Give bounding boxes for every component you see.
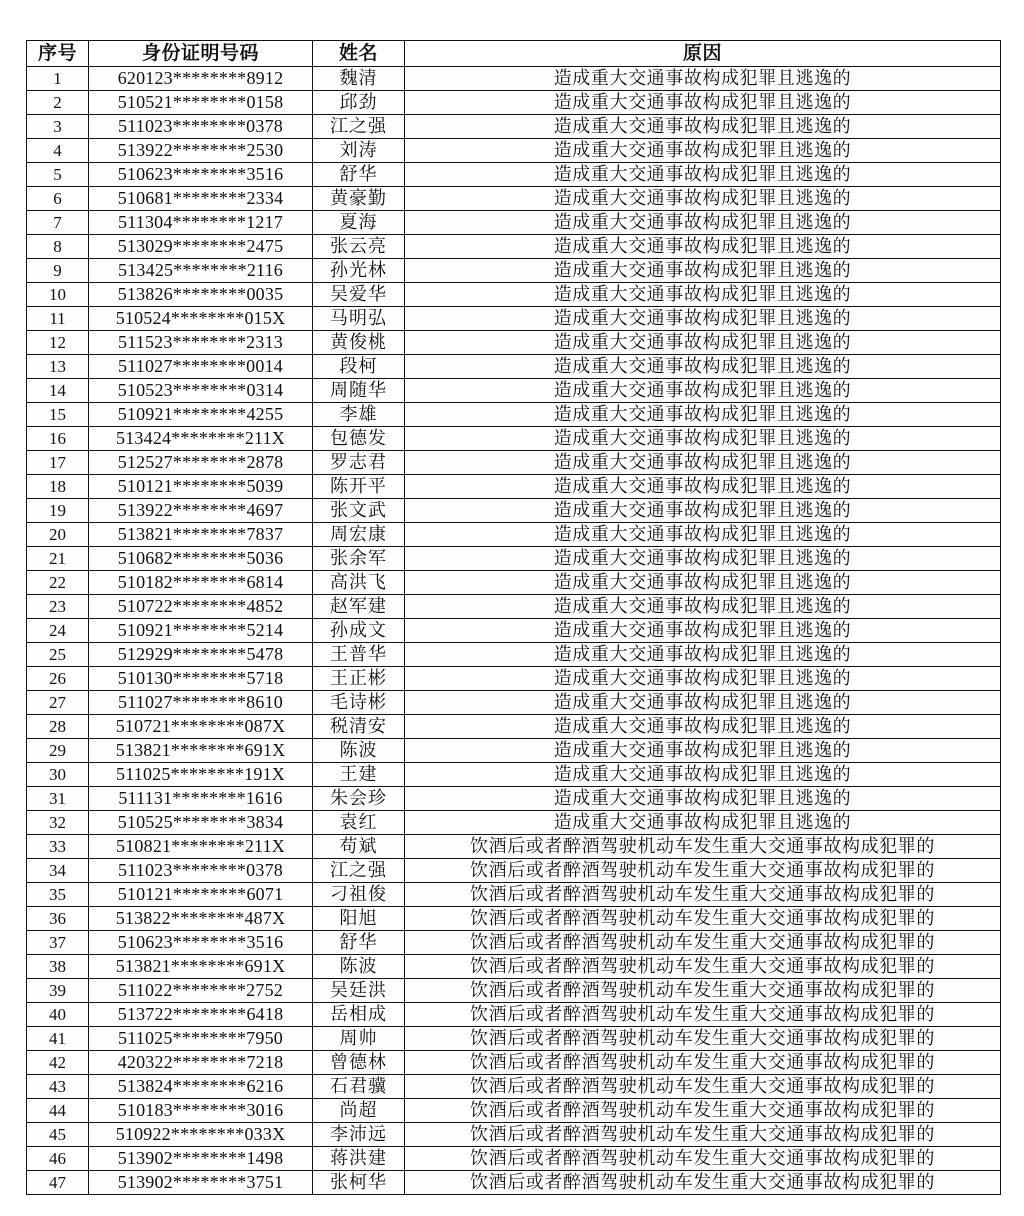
cell-seq: 39 — [27, 979, 89, 1003]
cell-name: 赵军建 — [313, 595, 405, 619]
table-body — [27, 67, 1001, 1195]
cell-seq: 9 — [27, 259, 89, 283]
cell-seq: 10 — [27, 283, 89, 307]
cell-name: 周宏康 — [313, 523, 405, 547]
table-row — [27, 907, 1001, 931]
cell-seq: 16 — [27, 427, 89, 451]
cell-id: 510524********015X — [89, 307, 313, 331]
table-row — [27, 739, 1001, 763]
cell-reason: 造成重大交通事故构成犯罪且逃逸的 — [405, 475, 1001, 499]
table-row — [27, 211, 1001, 235]
cell-name: 吴廷洪 — [313, 979, 405, 1003]
cell-reason: 造成重大交通事故构成犯罪且逃逸的 — [405, 691, 1001, 715]
table-row — [27, 283, 1001, 307]
cell-reason: 造成重大交通事故构成犯罪且逃逸的 — [405, 571, 1001, 595]
cell-seq: 4 — [27, 139, 89, 163]
cell-name: 王普华 — [313, 643, 405, 667]
cell-seq: 26 — [27, 667, 89, 691]
cell-seq: 25 — [27, 643, 89, 667]
cell-reason: 造成重大交通事故构成犯罪且逃逸的 — [405, 547, 1001, 571]
cell-name: 舒华 — [313, 931, 405, 955]
cell-reason: 造成重大交通事故构成犯罪且逃逸的 — [405, 595, 1001, 619]
cell-seq: 46 — [27, 1147, 89, 1171]
cell-seq: 22 — [27, 571, 89, 595]
cell-seq: 21 — [27, 547, 89, 571]
table-row — [27, 787, 1001, 811]
cell-seq: 11 — [27, 307, 89, 331]
cell-name: 石君骥 — [313, 1075, 405, 1099]
cell-id: 511304********1217 — [89, 211, 313, 235]
table-row — [27, 1075, 1001, 1099]
cell-reason: 造成重大交通事故构成犯罪且逃逸的 — [405, 619, 1001, 643]
cell-name: 陈开平 — [313, 475, 405, 499]
cell-reason: 饮酒后或者醉酒驾驶机动车发生重大交通事故构成犯罪的 — [405, 1099, 1001, 1123]
table-row — [27, 259, 1001, 283]
cell-seq: 28 — [27, 715, 89, 739]
cell-seq: 30 — [27, 763, 89, 787]
cell-reason: 饮酒后或者醉酒驾驶机动车发生重大交通事故构成犯罪的 — [405, 1051, 1001, 1075]
cell-id: 510921********5214 — [89, 619, 313, 643]
cell-id: 510623********3516 — [89, 931, 313, 955]
cell-seq: 6 — [27, 187, 89, 211]
cell-name: 曾德林 — [313, 1051, 405, 1075]
table-row — [27, 1003, 1001, 1027]
cell-id: 510121********5039 — [89, 475, 313, 499]
cell-seq: 40 — [27, 1003, 89, 1027]
cell-id: 510922********033X — [89, 1123, 313, 1147]
table-row — [27, 187, 1001, 211]
cell-id: 510521********0158 — [89, 91, 313, 115]
cell-reason: 造成重大交通事故构成犯罪且逃逸的 — [405, 763, 1001, 787]
cell-name: 陈波 — [313, 739, 405, 763]
cell-reason: 饮酒后或者醉酒驾驶机动车发生重大交通事故构成犯罪的 — [405, 1075, 1001, 1099]
cell-seq: 12 — [27, 331, 89, 355]
column-header-id: 身份证明号码 — [89, 41, 313, 67]
table-row — [27, 379, 1001, 403]
cell-id: 510681********2334 — [89, 187, 313, 211]
cell-name: 夏海 — [313, 211, 405, 235]
cell-name: 王正彬 — [313, 667, 405, 691]
cell-id: 513821********7837 — [89, 523, 313, 547]
cell-reason: 饮酒后或者醉酒驾驶机动车发生重大交通事故构成犯罪的 — [405, 1003, 1001, 1027]
cell-name: 刁祖俊 — [313, 883, 405, 907]
cell-seq: 8 — [27, 235, 89, 259]
cell-reason: 饮酒后或者醉酒驾驶机动车发生重大交通事故构成犯罪的 — [405, 907, 1001, 931]
cell-name: 张柯华 — [313, 1171, 405, 1195]
cell-id: 511023********0378 — [89, 115, 313, 139]
cell-name: 黄豪勤 — [313, 187, 405, 211]
cell-reason: 饮酒后或者醉酒驾驶机动车发生重大交通事故构成犯罪的 — [405, 1027, 1001, 1051]
cell-reason: 饮酒后或者醉酒驾驶机动车发生重大交通事故构成犯罪的 — [405, 835, 1001, 859]
cell-name: 税清安 — [313, 715, 405, 739]
cell-seq: 24 — [27, 619, 89, 643]
cell-reason: 造成重大交通事故构成犯罪且逃逸的 — [405, 355, 1001, 379]
cell-id: 511022********2752 — [89, 979, 313, 1003]
table-row — [27, 931, 1001, 955]
cell-name: 黄俊桃 — [313, 331, 405, 355]
cell-reason: 饮酒后或者醉酒驾驶机动车发生重大交通事故构成犯罪的 — [405, 1123, 1001, 1147]
cell-id: 510821********211X — [89, 835, 313, 859]
cell-name: 魏清 — [313, 67, 405, 91]
cell-reason: 造成重大交通事故构成犯罪且逃逸的 — [405, 811, 1001, 835]
cell-seq: 27 — [27, 691, 89, 715]
table-row — [27, 763, 1001, 787]
cell-reason: 造成重大交通事故构成犯罪且逃逸的 — [405, 451, 1001, 475]
column-header-seq: 序号 — [27, 41, 89, 67]
table-row — [27, 91, 1001, 115]
table-row — [27, 139, 1001, 163]
table-row — [27, 835, 1001, 859]
cell-reason: 饮酒后或者醉酒驾驶机动车发生重大交通事故构成犯罪的 — [405, 931, 1001, 955]
cell-seq: 20 — [27, 523, 89, 547]
cell-name: 张余军 — [313, 547, 405, 571]
cell-name: 袁红 — [313, 811, 405, 835]
cell-reason: 造成重大交通事故构成犯罪且逃逸的 — [405, 787, 1001, 811]
cell-seq: 7 — [27, 211, 89, 235]
cell-name: 刘涛 — [313, 139, 405, 163]
cell-id: 513826********0035 — [89, 283, 313, 307]
cell-name: 段柯 — [313, 355, 405, 379]
cell-id: 510921********4255 — [89, 403, 313, 427]
cell-name: 吴爱华 — [313, 283, 405, 307]
cell-name: 朱会珍 — [313, 787, 405, 811]
cell-seq: 23 — [27, 595, 89, 619]
cell-reason: 造成重大交通事故构成犯罪且逃逸的 — [405, 499, 1001, 523]
cell-id: 513922********2530 — [89, 139, 313, 163]
cell-reason: 造成重大交通事故构成犯罪且逃逸的 — [405, 667, 1001, 691]
cell-name: 毛诗彬 — [313, 691, 405, 715]
cell-id: 620123********8912 — [89, 67, 313, 91]
cell-seq: 5 — [27, 163, 89, 187]
cell-id: 510183********3016 — [89, 1099, 313, 1123]
table-row — [27, 691, 1001, 715]
cell-name: 邱劲 — [313, 91, 405, 115]
cell-id: 513425********2116 — [89, 259, 313, 283]
cell-reason: 饮酒后或者醉酒驾驶机动车发生重大交通事故构成犯罪的 — [405, 883, 1001, 907]
table-row — [27, 643, 1001, 667]
column-header-name: 姓名 — [313, 41, 405, 67]
cell-reason: 造成重大交通事故构成犯罪且逃逸的 — [405, 403, 1001, 427]
cell-name: 江之强 — [313, 859, 405, 883]
table-row — [27, 163, 1001, 187]
cell-reason: 造成重大交通事故构成犯罪且逃逸的 — [405, 235, 1001, 259]
table-row — [27, 667, 1001, 691]
cell-name: 包德发 — [313, 427, 405, 451]
table-row — [27, 331, 1001, 355]
cell-reason: 造成重大交通事故构成犯罪且逃逸的 — [405, 643, 1001, 667]
cell-reason: 造成重大交通事故构成犯罪且逃逸的 — [405, 715, 1001, 739]
cell-name: 张文武 — [313, 499, 405, 523]
table-row — [27, 307, 1001, 331]
cell-seq: 37 — [27, 931, 89, 955]
column-header-reason: 原因 — [405, 41, 1001, 67]
cell-seq: 35 — [27, 883, 89, 907]
cell-name: 蒋洪建 — [313, 1147, 405, 1171]
cell-reason: 造成重大交通事故构成犯罪且逃逸的 — [405, 211, 1001, 235]
cell-id: 513902********1498 — [89, 1147, 313, 1171]
cell-seq: 41 — [27, 1027, 89, 1051]
table-row — [27, 451, 1001, 475]
cell-id: 513424********211X — [89, 427, 313, 451]
cell-id: 510130********5718 — [89, 667, 313, 691]
cell-reason: 饮酒后或者醉酒驾驶机动车发生重大交通事故构成犯罪的 — [405, 955, 1001, 979]
cell-seq: 17 — [27, 451, 89, 475]
cell-seq: 34 — [27, 859, 89, 883]
cell-seq: 3 — [27, 115, 89, 139]
cell-reason: 造成重大交通事故构成犯罪且逃逸的 — [405, 523, 1001, 547]
table-row — [27, 1147, 1001, 1171]
cell-seq: 29 — [27, 739, 89, 763]
cell-seq: 33 — [27, 835, 89, 859]
cell-seq: 44 — [27, 1099, 89, 1123]
cell-reason: 饮酒后或者醉酒驾驶机动车发生重大交通事故构成犯罪的 — [405, 979, 1001, 1003]
cell-name: 孙光林 — [313, 259, 405, 283]
cell-id: 511027********0014 — [89, 355, 313, 379]
cell-seq: 18 — [27, 475, 89, 499]
table-row — [27, 235, 1001, 259]
table-row — [27, 67, 1001, 91]
cell-reason: 造成重大交通事故构成犯罪且逃逸的 — [405, 115, 1001, 139]
cell-reason: 造成重大交通事故构成犯罪且逃逸的 — [405, 331, 1001, 355]
cell-id: 512929********5478 — [89, 643, 313, 667]
cell-id: 510722********4852 — [89, 595, 313, 619]
cell-seq: 1 — [27, 67, 89, 91]
cell-reason: 造成重大交通事故构成犯罪且逃逸的 — [405, 187, 1001, 211]
cell-name: 张云亮 — [313, 235, 405, 259]
cell-id: 513722********6418 — [89, 1003, 313, 1027]
cell-seq: 38 — [27, 955, 89, 979]
cell-reason: 造成重大交通事故构成犯罪且逃逸的 — [405, 283, 1001, 307]
table-row — [27, 1123, 1001, 1147]
cell-seq: 15 — [27, 403, 89, 427]
cell-id: 510623********3516 — [89, 163, 313, 187]
cell-reason: 造成重大交通事故构成犯罪且逃逸的 — [405, 67, 1001, 91]
cell-id: 513922********4697 — [89, 499, 313, 523]
cell-seq: 36 — [27, 907, 89, 931]
table-row — [27, 859, 1001, 883]
cell-id: 513822********487X — [89, 907, 313, 931]
table-row — [27, 1027, 1001, 1051]
cell-name: 岳相成 — [313, 1003, 405, 1027]
table-row — [27, 499, 1001, 523]
cell-seq: 42 — [27, 1051, 89, 1075]
table-row — [27, 571, 1001, 595]
cell-name: 苟斌 — [313, 835, 405, 859]
table-row — [27, 1051, 1001, 1075]
table-header — [27, 41, 1001, 67]
cell-name: 周随华 — [313, 379, 405, 403]
cell-id: 510182********6814 — [89, 571, 313, 595]
cell-id: 510721********087X — [89, 715, 313, 739]
cell-reason: 饮酒后或者醉酒驾驶机动车发生重大交通事故构成犯罪的 — [405, 1147, 1001, 1171]
cell-name: 周帅 — [313, 1027, 405, 1051]
cell-id: 510523********0314 — [89, 379, 313, 403]
cell-seq: 31 — [27, 787, 89, 811]
cell-id: 511025********191X — [89, 763, 313, 787]
cell-id: 513029********2475 — [89, 235, 313, 259]
cell-reason: 饮酒后或者醉酒驾驶机动车发生重大交通事故构成犯罪的 — [405, 859, 1001, 883]
table-row — [27, 1171, 1001, 1195]
table-row — [27, 715, 1001, 739]
cell-name: 陈波 — [313, 955, 405, 979]
cell-id: 510525********3834 — [89, 811, 313, 835]
table-row — [27, 979, 1001, 1003]
cell-id: 511025********7950 — [89, 1027, 313, 1051]
cell-id: 513821********691X — [89, 739, 313, 763]
table-row — [27, 1099, 1001, 1123]
cell-seq: 2 — [27, 91, 89, 115]
cell-name: 尚超 — [313, 1099, 405, 1123]
cell-reason: 造成重大交通事故构成犯罪且逃逸的 — [405, 307, 1001, 331]
cell-seq: 13 — [27, 355, 89, 379]
cell-name: 江之强 — [313, 115, 405, 139]
cell-id: 512527********2878 — [89, 451, 313, 475]
cell-id: 510682********5036 — [89, 547, 313, 571]
cell-seq: 14 — [27, 379, 89, 403]
table-header-row — [27, 41, 1001, 67]
table-row — [27, 883, 1001, 907]
cell-reason: 造成重大交通事故构成犯罪且逃逸的 — [405, 427, 1001, 451]
cell-reason: 饮酒后或者醉酒驾驶机动车发生重大交通事故构成犯罪的 — [405, 1171, 1001, 1195]
table-row — [27, 547, 1001, 571]
cell-name: 孙成文 — [313, 619, 405, 643]
cell-reason: 造成重大交通事故构成犯罪且逃逸的 — [405, 139, 1001, 163]
cell-reason: 造成重大交通事故构成犯罪且逃逸的 — [405, 163, 1001, 187]
cell-id: 511131********1616 — [89, 787, 313, 811]
table-row — [27, 427, 1001, 451]
table-row — [27, 619, 1001, 643]
cell-seq: 45 — [27, 1123, 89, 1147]
cell-id: 513821********691X — [89, 955, 313, 979]
cell-reason: 造成重大交通事故构成犯罪且逃逸的 — [405, 739, 1001, 763]
roster-table — [26, 40, 1001, 1195]
table-row — [27, 523, 1001, 547]
table-row — [27, 955, 1001, 979]
table-row — [27, 475, 1001, 499]
cell-reason: 造成重大交通事故构成犯罪且逃逸的 — [405, 379, 1001, 403]
cell-id: 511023********0378 — [89, 859, 313, 883]
cell-id: 420322********7218 — [89, 1051, 313, 1075]
cell-name: 高洪飞 — [313, 571, 405, 595]
cell-seq: 32 — [27, 811, 89, 835]
cell-id: 511523********2313 — [89, 331, 313, 355]
cell-seq: 19 — [27, 499, 89, 523]
table-row — [27, 115, 1001, 139]
table-row — [27, 595, 1001, 619]
cell-id: 510121********6071 — [89, 883, 313, 907]
cell-reason: 造成重大交通事故构成犯罪且逃逸的 — [405, 259, 1001, 283]
cell-name: 阳旭 — [313, 907, 405, 931]
cell-id: 513902********3751 — [89, 1171, 313, 1195]
table-row — [27, 355, 1001, 379]
cell-seq: 43 — [27, 1075, 89, 1099]
cell-name: 罗志君 — [313, 451, 405, 475]
cell-id: 513824********6216 — [89, 1075, 313, 1099]
cell-name: 李沛远 — [313, 1123, 405, 1147]
table-row — [27, 403, 1001, 427]
cell-name: 马明弘 — [313, 307, 405, 331]
table-row — [27, 811, 1001, 835]
cell-name: 舒华 — [313, 163, 405, 187]
cell-name: 王建 — [313, 763, 405, 787]
cell-seq: 47 — [27, 1171, 89, 1195]
cell-reason: 造成重大交通事故构成犯罪且逃逸的 — [405, 91, 1001, 115]
cell-id: 511027********8610 — [89, 691, 313, 715]
cell-name: 李雄 — [313, 403, 405, 427]
